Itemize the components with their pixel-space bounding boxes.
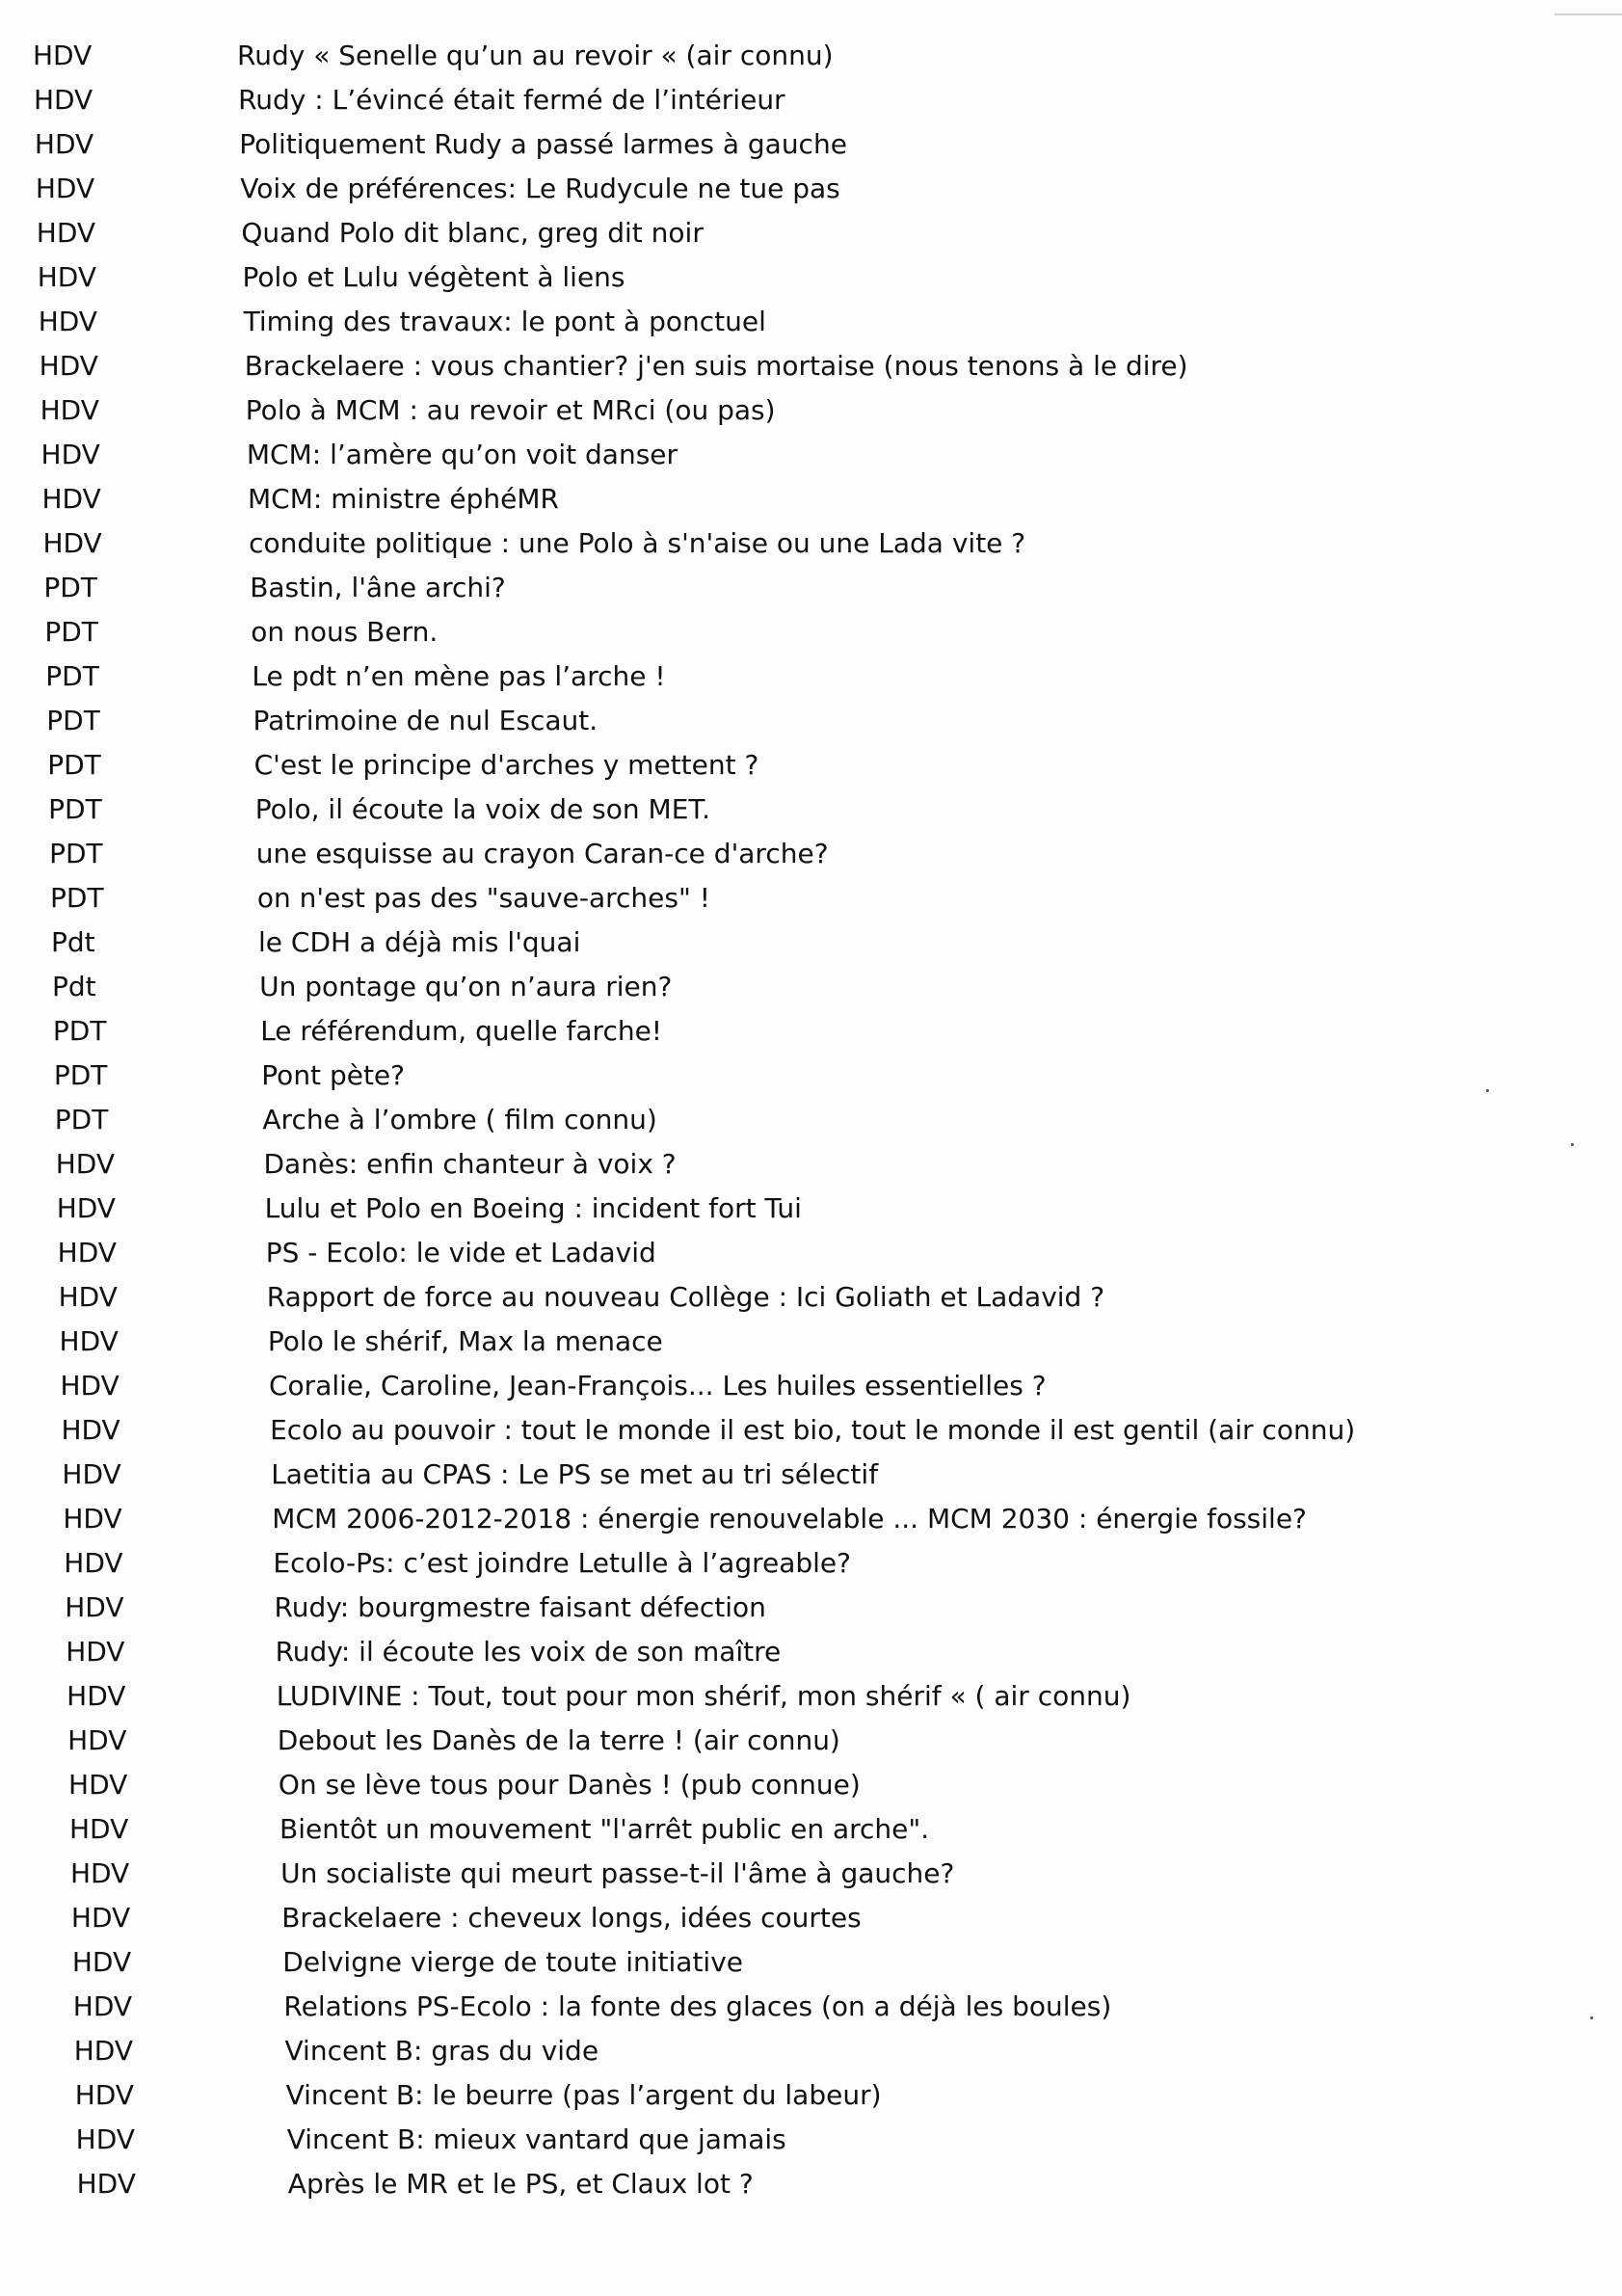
category-tag: HDV <box>71 1946 132 1978</box>
pun-text: Rudy : L’évincé était fermé de l’intérieur <box>238 84 785 116</box>
category-tag: HDV <box>69 1813 129 1845</box>
pun-text: LUDIVINE : Tout, tout pour mon shérif, mon shérif « ( air connu) <box>276 1680 1131 1712</box>
category-tag: PDT <box>48 793 102 825</box>
category-tag: HDV <box>76 2168 136 2200</box>
category-tag: PDT <box>46 705 100 736</box>
pun-text: Rudy: il écoute les voix de son maître <box>275 1636 782 1668</box>
pun-text: Vincent B: le beurre (pas l’argent du labeur) <box>285 2079 882 2111</box>
category-tag: HDV <box>42 527 102 559</box>
pun-text: C'est le principe d'arches y mettent ? <box>253 749 759 781</box>
pun-text: Rapport de force au nouveau Collège : Ici Goliath et Ladavid ? <box>266 1281 1105 1313</box>
category-tag: PDT <box>47 749 101 781</box>
category-tag: Pdt <box>51 971 96 1002</box>
pun-text: Bastin, l'âne archi? <box>250 572 506 603</box>
pun-text: Le pdt n’en mène pas l’arche ! <box>252 660 666 692</box>
pun-text: Danès: enfin chanteur à voix ? <box>263 1148 677 1180</box>
pun-text: Polo à MCM : au revoir et MRci (ou pas) <box>245 394 776 426</box>
category-tag: HDV <box>33 40 93 71</box>
pun-text: on nous Bern. <box>251 616 439 648</box>
pun-text: Relations PS-Ecolo : la fonte des glaces (on a déjà les boules) <box>283 1990 1112 2022</box>
pun-text: Brackelaere : cheveux longs, idées courtes <box>281 1902 862 1934</box>
pun-text: Rudy « Senelle qu’un au revoir « (air connu) <box>237 40 834 71</box>
category-tag: HDV <box>36 217 96 249</box>
category-tag: HDV <box>68 1769 128 1801</box>
category-tag: HDV <box>33 84 93 116</box>
category-tag: PDT <box>54 1104 109 1135</box>
category-tag: HDV <box>73 2035 134 2067</box>
category-tag: HDV <box>74 2079 134 2111</box>
category-tag: HDV <box>38 306 97 337</box>
category-tag: HDV <box>34 128 94 160</box>
pun-text: Brackelaere : vous chantier? j'en suis mortaise (nous tenons à le dire) <box>244 350 1188 382</box>
category-tag: HDV <box>40 394 99 426</box>
pun-text: Voix de préférences: Le Rudycule ne tue pas <box>240 173 840 204</box>
pun-text: Lulu et Polo en Boeing : incident fort Tui <box>264 1192 802 1224</box>
scan-speck <box>1571 1143 1574 1146</box>
pun-text: On se lève tous pour Danès ! (pub connue) <box>278 1769 861 1801</box>
category-tag: HDV <box>67 1724 127 1756</box>
pun-text: Arche à l’ombre ( film connu) <box>262 1104 657 1135</box>
category-tag: HDV <box>66 1680 126 1712</box>
pun-text: Coralie, Caroline, Jean-François... Les huiles essentielles ? <box>269 1370 1047 1402</box>
category-tag: HDV <box>70 1902 131 1934</box>
pun-text: Un pontage qu’on n’aura rien? <box>259 971 673 1002</box>
pun-text: Debout les Danès de la terre ! (air connu) <box>277 1724 840 1756</box>
pun-text: Ecolo-Ps: c’est joindre Letulle à l’agreable? <box>273 1547 852 1579</box>
category-tag: HDV <box>72 1990 133 2022</box>
category-tag: HDV <box>37 261 97 293</box>
category-tag: HDV <box>35 173 95 204</box>
pun-text: Polo, il écoute la voix de son MET. <box>254 793 711 825</box>
category-tag: PDT <box>50 882 104 914</box>
category-tag: PDT <box>49 838 103 869</box>
pun-text: Polo et Lulu végètent à liens <box>242 261 625 293</box>
pun-text: Vincent B: gras du vide <box>284 2035 599 2067</box>
pun-text: Polo le shérif, Max la menace <box>267 1325 663 1357</box>
pun-text: Pont pète? <box>261 1059 406 1091</box>
category-tag: HDV <box>66 1636 125 1668</box>
pun-text: Quand Polo dit blanc, greg dit noir <box>241 217 704 249</box>
category-tag: HDV <box>62 1458 121 1490</box>
category-tag: HDV <box>40 439 100 470</box>
pun-text: Bientôt un mouvement "l'arrêt public en arche". <box>279 1813 930 1845</box>
category-tag: HDV <box>55 1148 116 1180</box>
category-tag: PDT <box>53 1059 108 1091</box>
pun-text: le CDH a déjà mis l'quai <box>258 926 581 958</box>
category-tag: PDT <box>45 660 99 692</box>
pun-text: Après le MR et le PS, et Claux lot ? <box>287 2168 754 2200</box>
category-tag: HDV <box>57 1237 117 1268</box>
category-tag: PDT <box>44 616 98 648</box>
category-tag: HDV <box>63 1503 122 1535</box>
pun-text: Rudy: bourgmestre faisant défection <box>274 1591 766 1623</box>
category-tag: HDV <box>41 483 101 515</box>
pun-text: conduite politique : une Polo à s'n'aise ou une Lada vite ? <box>249 527 1026 559</box>
category-tag: PDT <box>43 572 97 603</box>
category-tag: HDV <box>61 1414 120 1446</box>
pun-text: Patrimoine de nul Escaut. <box>253 705 598 736</box>
pun-text: Ecolo au pouvoir : tout le monde il est bio, tout le monde il est gentil (air connu) <box>270 1414 1356 1446</box>
category-tag: HDV <box>60 1370 120 1402</box>
category-tag: HDV <box>59 1325 119 1357</box>
pun-text: MCM 2006-2012-2018 : énergie renouvelable ... MCM 2030 : énergie fossile? <box>272 1503 1307 1535</box>
category-tag: Pdt <box>51 926 95 958</box>
pun-text: PS - Ecolo: le vide et Ladavid <box>265 1237 656 1268</box>
pun-text: MCM: l’amère qu’on voit danser <box>246 439 678 470</box>
category-tag: HDV <box>65 1591 124 1623</box>
pun-text: Politiquement Rudy a passé larmes à gauche <box>239 128 847 160</box>
pun-text: une esquisse au crayon Caran-ce d'arche? <box>255 838 829 869</box>
category-tag: HDV <box>58 1281 118 1313</box>
pun-text: Le référendum, quelle farche! <box>260 1015 663 1047</box>
category-tag: HDV <box>39 350 98 382</box>
pun-text: Delvigne vierge de toute initiative <box>282 1946 743 1978</box>
category-tag: HDV <box>75 2123 135 2155</box>
category-tag: HDV <box>56 1192 116 1224</box>
pun-text: Vincent B: mieux vantard que jamais <box>286 2123 786 2155</box>
scan-speck <box>1486 1089 1489 1092</box>
category-tag: HDV <box>64 1547 123 1579</box>
category-tag: HDV <box>69 1857 130 1889</box>
pun-text: Un socialiste qui meurt passe-t-il l'âme à gauche? <box>280 1857 955 1889</box>
category-tag: PDT <box>52 1015 107 1047</box>
pun-text: on n'est pas des "sauve-arches" ! <box>256 882 710 914</box>
pun-text: Laetitia au CPAS : Le PS se met au tri sélectif <box>271 1458 879 1490</box>
scan-speck <box>1590 2016 1593 2019</box>
pun-text: MCM: ministre éphéMR <box>248 483 559 515</box>
pun-text: Timing des travaux: le pont à ponctuel <box>243 306 766 337</box>
